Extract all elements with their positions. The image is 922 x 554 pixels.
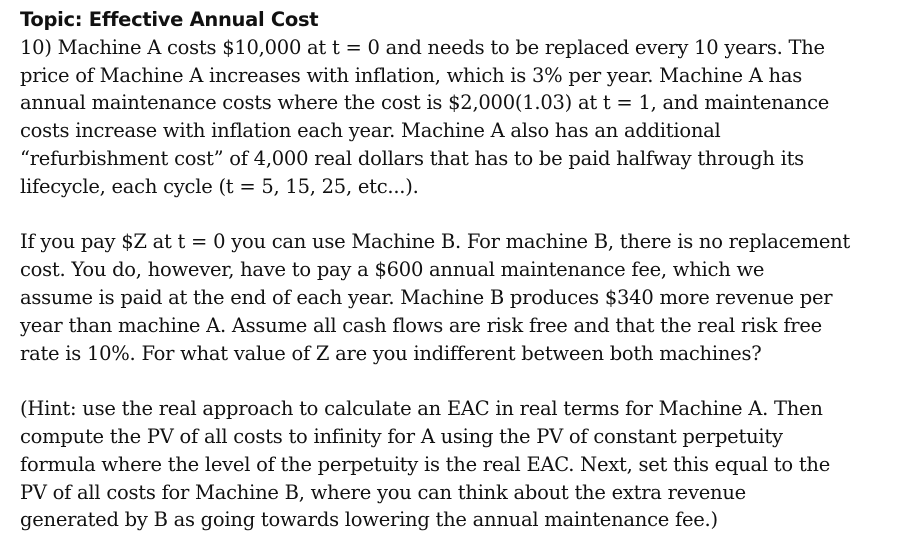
machine-b-line: cost. You do, however, have to pay a $600 annual maintenance fee, which we <box>20 258 765 282</box>
question-line: 10) Machine A costs $10,000 at t = 0 and needs to be replaced every 10 years. The <box>20 35 825 59</box>
machine-b-line: assume is paid at the end of each year. Machine B produces $340 more revenue per <box>20 285 833 309</box>
question-paragraph <box>20 34 910 201</box>
document-body <box>20 6 910 534</box>
paragraph-spacer <box>20 201 910 229</box>
question-line: “refurbishment cost” of 4,000 real dollars that has to be paid halfway through its <box>20 146 804 170</box>
paragraph-spacer <box>20 367 910 395</box>
hint-paragraph <box>20 395 910 534</box>
question-line: lifecycle, each cycle (t = 5, 15, 25, etc...). <box>20 174 419 198</box>
hint-line: compute the PV of all costs to infinity for A using the PV of constant perpetuity <box>20 424 783 448</box>
hint-line: PV of all costs for Machine B, where you can think about the extra revenue <box>20 480 746 504</box>
hint-line: formula where the level of the perpetuity is the real EAC. Next, set this equal to the <box>20 452 831 476</box>
question-line: costs increase with inflation each year. Machine A also has an additional <box>20 119 721 143</box>
machine-b-line: If you pay $Z at t = 0 you can use Machine B. For machine B, there is no replacement <box>20 230 851 254</box>
machine-b-paragraph <box>20 228 910 367</box>
question-line: annual maintenance costs where the cost is $2,000(1.03) at t = 1, and maintenance <box>20 91 830 115</box>
hint-line: generated by B as going towards lowering the annual maintenance fee.) <box>20 508 718 532</box>
machine-b-line: year than machine A. Assume all cash flows are risk free and that the real risk free <box>20 313 822 337</box>
topic-heading: Topic: Effective Annual Cost <box>20 8 319 31</box>
machine-b-line: rate is 10%. For what value of Z are you indifferent between both machines? <box>20 341 762 365</box>
question-line: price of Machine A increases with inflation, which is 3% per year. Machine A has <box>20 63 802 87</box>
hint-line: (Hint: use the real approach to calculate an EAC in real terms for Machine A. Then <box>20 397 823 421</box>
